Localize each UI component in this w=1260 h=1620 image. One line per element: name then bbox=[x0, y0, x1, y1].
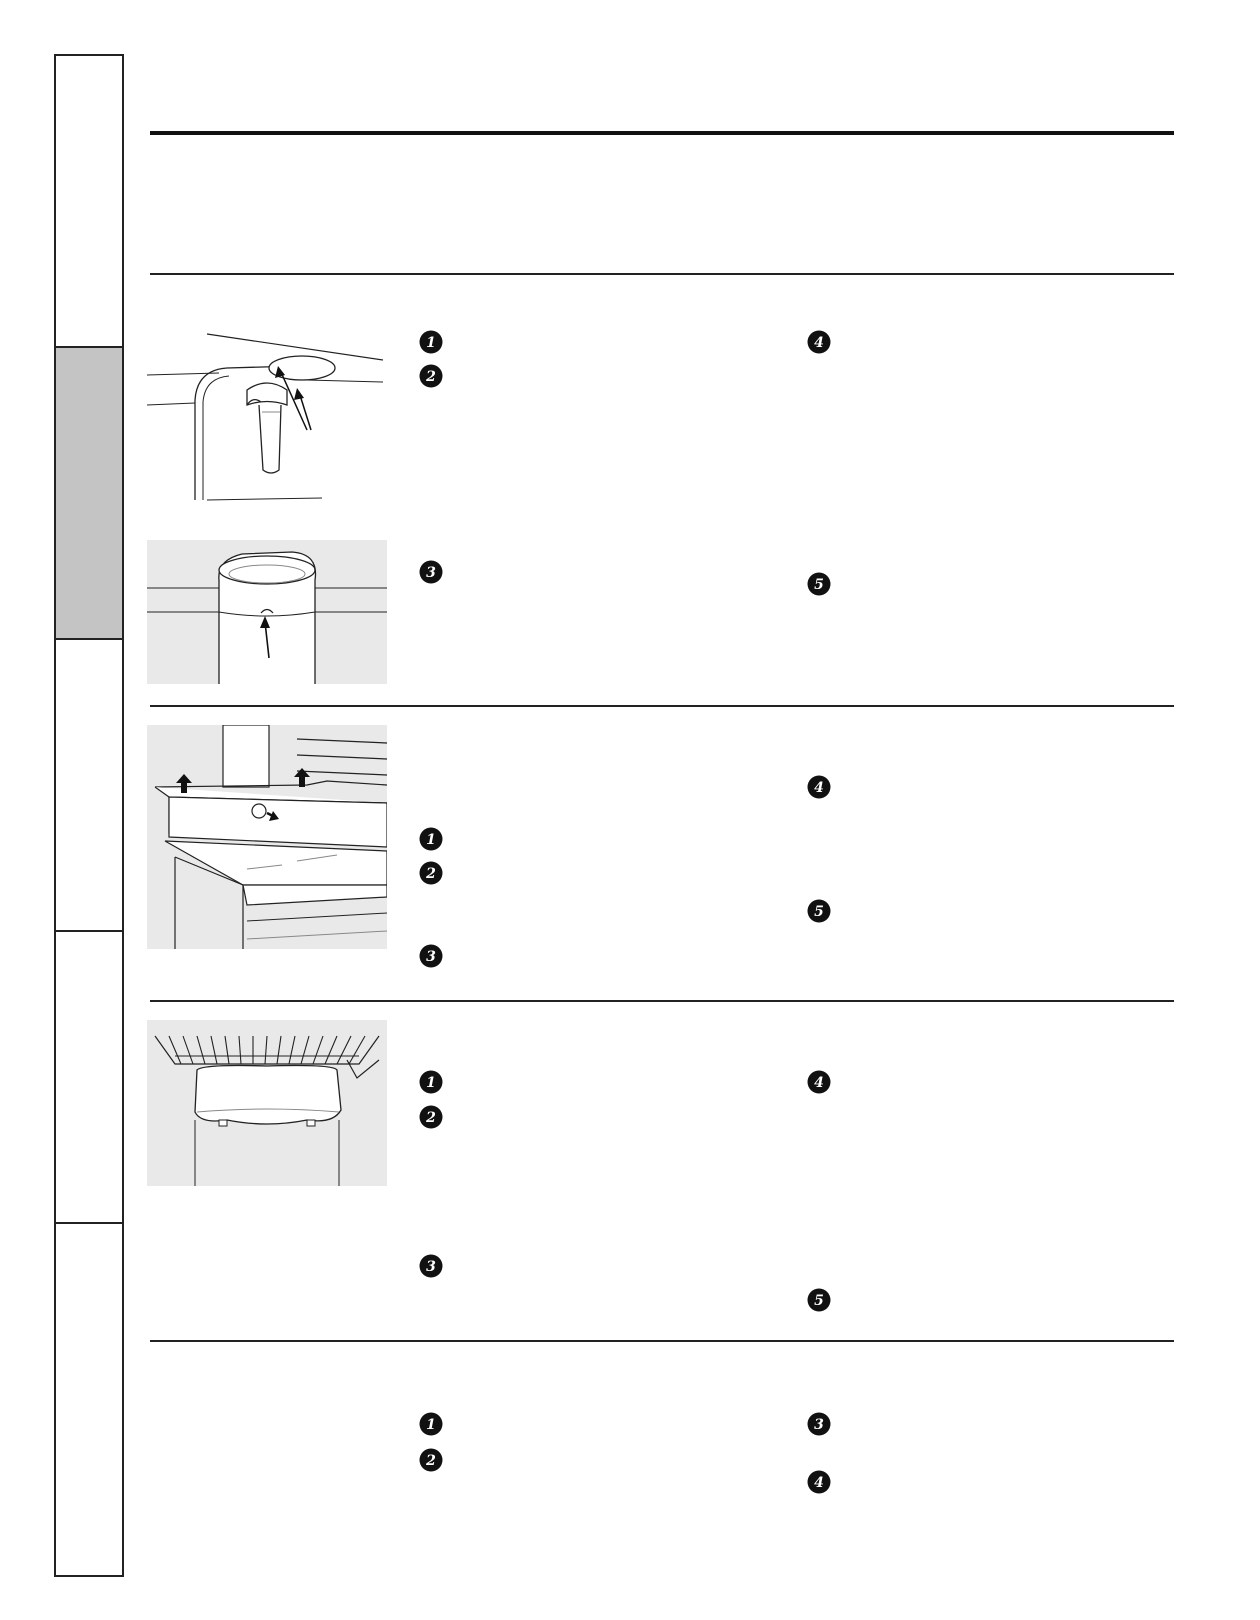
section-divider-4 bbox=[150, 1340, 1174, 1342]
side-tab-4[interactable] bbox=[56, 932, 122, 1224]
step-badge-2 bbox=[419, 1105, 443, 1129]
step-badge-1 bbox=[419, 827, 443, 851]
svg-text:5: 5 bbox=[814, 904, 824, 920]
step-badge-2 bbox=[419, 1448, 443, 1472]
step-badge-4 bbox=[807, 1470, 831, 1494]
step-badge-3 bbox=[807, 1412, 831, 1436]
step-badge-4 bbox=[807, 775, 831, 799]
svg-text:2: 2 bbox=[426, 866, 436, 882]
svg-text:4: 4 bbox=[814, 780, 824, 796]
svg-text:4: 4 bbox=[814, 335, 824, 351]
step-badge-4 bbox=[807, 330, 831, 354]
step-badge-2 bbox=[419, 861, 443, 885]
dispenser-tip-icon bbox=[147, 330, 387, 502]
step-badge-2 bbox=[419, 364, 443, 388]
step-badge-3 bbox=[419, 1254, 443, 1278]
svg-text:1: 1 bbox=[426, 832, 436, 848]
section-divider-3 bbox=[150, 1000, 1174, 1002]
side-tab-5[interactable] bbox=[56, 1224, 122, 1516]
svg-text:3: 3 bbox=[426, 565, 436, 581]
shelf-light-cover-icon bbox=[147, 1020, 387, 1186]
svg-text:3: 3 bbox=[426, 949, 436, 965]
svg-text:2: 2 bbox=[426, 1110, 436, 1126]
side-tab-3[interactable] bbox=[56, 640, 122, 932]
svg-text:4: 4 bbox=[814, 1075, 824, 1091]
svg-text:2: 2 bbox=[426, 1453, 436, 1469]
svg-text:1: 1 bbox=[426, 1417, 436, 1433]
svg-text:3: 3 bbox=[814, 1417, 824, 1433]
side-tab-strip bbox=[54, 54, 124, 1577]
side-tab-1[interactable] bbox=[56, 56, 122, 348]
step-badge-3 bbox=[419, 944, 443, 968]
svg-text:1: 1 bbox=[426, 335, 436, 351]
step-badge-3 bbox=[419, 560, 443, 584]
step-badge-5 bbox=[807, 1288, 831, 1312]
svg-text:2: 2 bbox=[426, 369, 436, 385]
range-backguard-icon bbox=[147, 725, 387, 949]
step-badge-1 bbox=[419, 1070, 443, 1094]
step-badge-1 bbox=[419, 1412, 443, 1436]
container-notch-icon bbox=[147, 540, 387, 684]
step-badge-5 bbox=[807, 572, 831, 596]
section-divider-1 bbox=[150, 273, 1174, 275]
side-tab-2-active[interactable] bbox=[56, 348, 122, 640]
svg-text:3: 3 bbox=[426, 1259, 436, 1275]
step-badge-4 bbox=[807, 1070, 831, 1094]
svg-text:5: 5 bbox=[814, 1293, 824, 1309]
svg-text:4: 4 bbox=[814, 1475, 824, 1491]
section-divider-2 bbox=[150, 705, 1174, 707]
step-badge-1 bbox=[419, 330, 443, 354]
step-badge-5 bbox=[807, 899, 831, 923]
svg-text:5: 5 bbox=[814, 577, 824, 593]
header-rule bbox=[150, 131, 1174, 135]
svg-text:1: 1 bbox=[426, 1075, 436, 1091]
